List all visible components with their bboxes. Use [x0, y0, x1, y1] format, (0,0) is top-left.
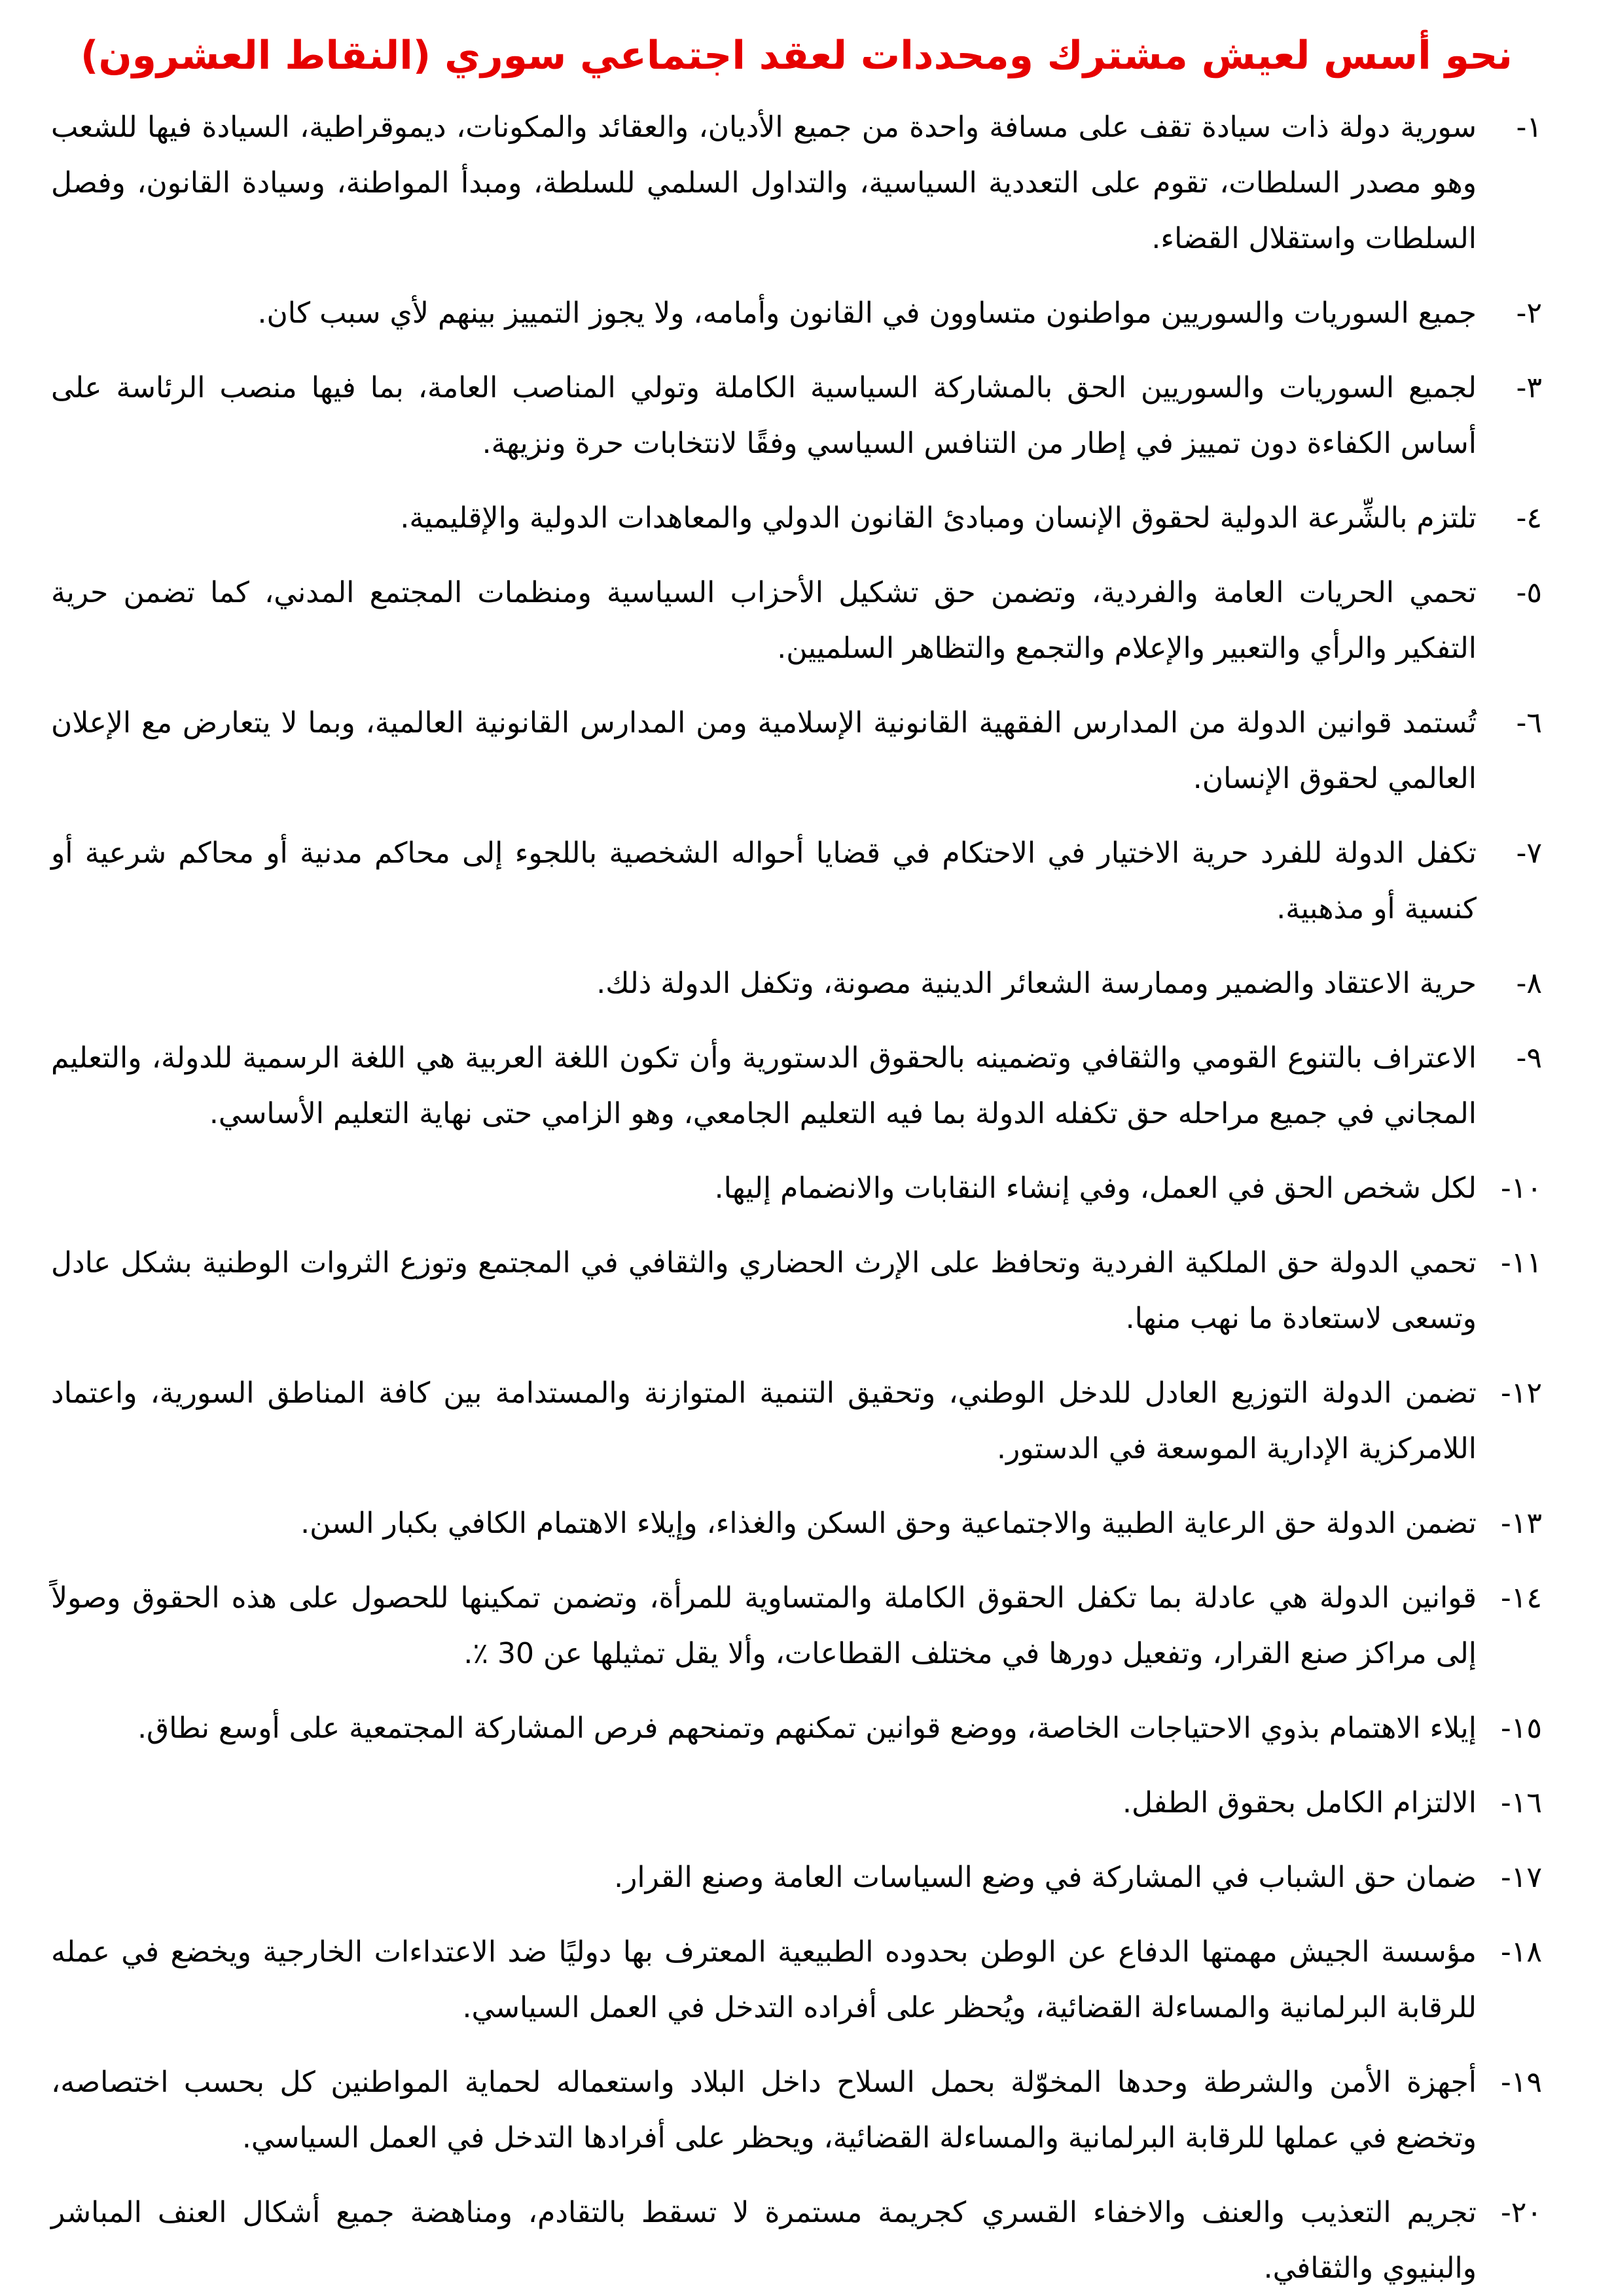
- item-number: ١٢-: [1500, 1376, 1542, 1410]
- item-text: أجهزة الأمن والشرطة وحدها المخوّلة بحمل السلاح داخل البلاد واستعماله لحماية المواطنين كل بحسب اختصاصه، وتخضع في عملها للرقابة البرلمانية والمساءلة القضائية، ويحظر على أفرادها التدخل في العمل السياسي.: [51, 2066, 1477, 2155]
- list-item: [51, 1570, 1542, 1681]
- item-text: تجريم التعذيب والعنف والاخفاء القسري كجريمة مستمرة لا تسقط بالتقادم، ومناهضة جميع أشكال العنف المباشر والبنيوي والثقافي.: [51, 2196, 1477, 2285]
- list-item: [51, 2185, 1542, 2296]
- list-item: [51, 956, 1542, 1011]
- item-text: تُستمد قوانين الدولة من المدارس الفقهية القانونية الإسلامية ومن المدارس القانونية العالمية، وبما لا يتعارض مع الإعلان العالمي لحقوق الإنسان.: [51, 706, 1477, 795]
- item-number: ١٣-: [1500, 1507, 1542, 1540]
- item-text: لكل شخص الحق في العمل، وفي إنشاء النقابات والانضمام إليها.: [714, 1172, 1477, 1205]
- item-number: ٢-: [1516, 296, 1542, 330]
- item-number: ٥-: [1516, 576, 1542, 609]
- item-text: سورية دولة ذات سيادة تقف على مسافة واحدة من جميع الأديان، والعقائد والمكونات، ديموقراطية، السيادة فيها للشعب وهو مصدر السلطات، تقوم على التعددية السياسية، والتداول السلمي للسلطة، ومبدأ المواطنة، وسيادة القانون، وفصل السلطات واستقلال القضاء.: [51, 111, 1477, 255]
- list-item: [51, 99, 1542, 266]
- list-item: [51, 360, 1542, 471]
- item-text: مؤسسة الجيش مهمتها الدفاع عن الوطن بحدوده الطبيعية المعترف بها دوليًا ضد الاعتداءات الخارجية ويخضع في عمله للرقابة البرلمانية والمساءلة القضائية، ويُحظر على أفراده التدخل في العمل السياسي.: [51, 1935, 1477, 2024]
- list-item: [51, 1496, 1542, 1551]
- list-item: [51, 490, 1542, 546]
- item-text: الالتزام الكامل بحقوق الطفل.: [1122, 1786, 1477, 1820]
- list-item: [51, 1850, 1542, 1905]
- item-number: ١٠-: [1500, 1172, 1542, 1205]
- points-list: [51, 99, 1542, 2296]
- item-text: تحمي الدولة حق الملكية الفردية وتحافظ على الإرث الحضاري والثقافي في المجتمع وتوزع الثروات الوطنية بشكل عادل وتسعى لاستعادة ما نهب منها.: [51, 1246, 1477, 1335]
- item-number: ٨-: [1516, 967, 1542, 1000]
- item-text: تكفل الدولة للفرد حرية الاختيار في الاحتكام في قضايا أحواله الشخصية باللجوء إلى محاكم مدنية أو محاكم شرعية أو كنسية أو مذهبية.: [51, 836, 1477, 925]
- item-number: ١٨-: [1500, 1935, 1542, 1969]
- list-item: [51, 565, 1542, 676]
- list-item: [51, 1365, 1542, 1477]
- list-item: [51, 2054, 1542, 2166]
- list-item: [51, 1030, 1542, 1141]
- item-number: ١٧-: [1500, 1861, 1542, 1894]
- item-number: ٣-: [1516, 371, 1542, 404]
- item-text: الاعتراف بالتنوع القومي والثقافي وتضمينه بالحقوق الدستورية وأن تكون اللغة العربية هي اللغة الرسمية للدولة، والتعليم المجاني في جميع مراحله حق تكفله الدولة بما فيه التعليم الجامعي، وهو الزامي حتى نهاية التعليم الأساسي.: [51, 1041, 1477, 1130]
- list-item: [51, 1924, 1542, 2036]
- item-number: ١-: [1516, 111, 1542, 144]
- list-item: [51, 1160, 1542, 1216]
- list-item: [51, 695, 1542, 806]
- list-item: [51, 1235, 1542, 1346]
- item-text: تضمن الدولة التوزيع العادل للدخل الوطني، وتحقيق التنمية المتوازنة والمستدامة بين كافة المناطق السورية، واعتماد اللامركزية الإدارية الموسعة في الدستور.: [51, 1376, 1477, 1465]
- item-text: لجميع السوريات والسوريين الحق بالمشاركة السياسية الكاملة وتولي المناصب العامة، بما فيها منصب الرئاسة على أساس الكفاءة دون تمييز في إطار من التنافس السياسي وفقًا لانتخابات حرة ونزيهة.: [51, 371, 1477, 460]
- list-item: [51, 285, 1542, 341]
- item-text: إيلاء الاهتمام بذوي الاحتياجات الخاصة، ووضع قوانين تمكنهم وتمنحهم فرص المشاركة المجتمعية على أوسع نطاق.: [137, 1712, 1477, 1745]
- item-text: قوانين الدولة هي عادلة بما تكفل الحقوق الكاملة والمتساوية للمرأة، وتضمن تمكينها للحصول على هذه الحقوق وصولاً إلى مراكز صنع القرار، وتفعيل دورها في مختلف القطاعات، وألا يقل تمثيلها عن 30 ٪.: [51, 1581, 1477, 1670]
- item-number: ١٤-: [1500, 1581, 1542, 1615]
- list-item: [51, 1700, 1542, 1756]
- list-item: [51, 825, 1542, 937]
- list-item: [51, 1775, 1542, 1831]
- item-number: ٧-: [1516, 836, 1542, 870]
- item-number: ١٥-: [1500, 1712, 1542, 1745]
- item-number: ١٩-: [1500, 2066, 1542, 2099]
- item-number: ١٦-: [1500, 1786, 1542, 1820]
- item-number: ٤-: [1516, 501, 1542, 535]
- item-number: ١١-: [1500, 1246, 1542, 1280]
- item-text: تحمي الحريات العامة والفردية، وتضمن حق تشكيل الأحزاب السياسية ومنظمات المجتمع المدني، كما تضمن حرية التفكير والرأي والتعبير والإعلام والتجمع والتظاهر السلميين.: [51, 576, 1477, 665]
- item-number: ٦-: [1516, 706, 1542, 740]
- item-number: ٢٠-: [1500, 2196, 1542, 2229]
- item-text: ضمان حق الشباب في المشاركة في وضع السياسات العامة وصنع القرار.: [614, 1861, 1477, 1894]
- item-number: ٩-: [1516, 1041, 1542, 1075]
- page-title: نحو أسس لعيش مشترك ومحددات لعقد اجتماعي سوري (النقاط العشرون): [81, 33, 1513, 79]
- item-text: جميع السوريات والسوريين مواطنون متساوون في القانون وأمامه، ولا يجوز التمييز بينهم لأي سبب كان.: [257, 296, 1477, 330]
- item-text: حرية الاعتقاد والضمير وممارسة الشعائر الدينية مصونة، وتكفل الدولة ذلك.: [596, 967, 1477, 1000]
- item-text: تضمن الدولة حق الرعاية الطبية والاجتماعية وحق السكن والغذاء، وإيلاء الاهتمام الكافي بكبار السن.: [300, 1507, 1477, 1540]
- item-text: تلتزم بالشِّرعة الدولية لحقوق الإنسان ومبادئ القانون الدولي والمعاهدات الدولية والإقليمية.: [400, 501, 1477, 535]
